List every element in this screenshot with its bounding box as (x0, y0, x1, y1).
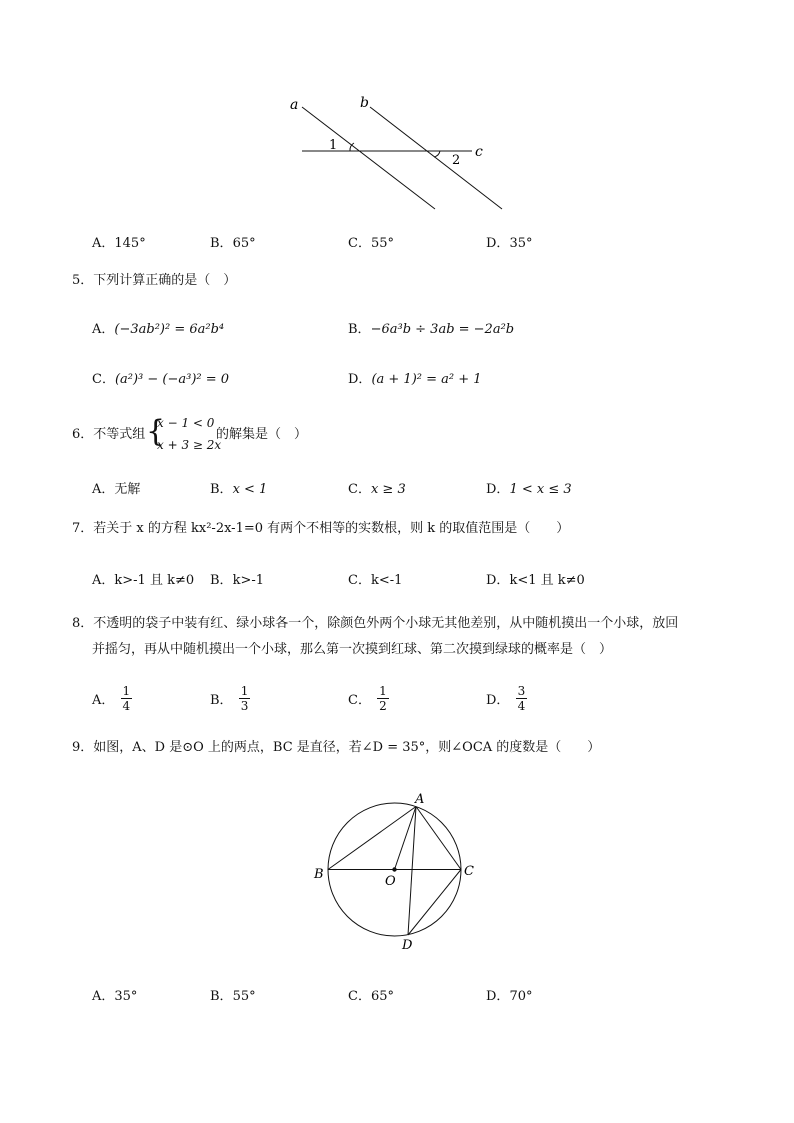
q8-option-c: C． $\frac{1}{2}$ (348, 684, 387, 713)
q9-option-d: D．70° (486, 989, 533, 1004)
segment-dc (408, 870, 461, 936)
center-point (392, 867, 396, 871)
q5-option-a: A．(−3ab²)² = 6a²b⁴ (92, 322, 225, 337)
q6-inequality-2: x + 3 ≥ 2x (157, 438, 222, 452)
label-a: A (415, 792, 425, 807)
q6-option-c: C．x ≥ 3 (348, 482, 406, 497)
q7-option-d: D．k<1 且 k≠0 (486, 573, 585, 588)
fraction: $\frac{3}{4}$ (517, 684, 526, 713)
label-b: B (314, 867, 324, 882)
segment-ab (328, 807, 416, 870)
label-o: O (385, 874, 396, 889)
label-angle-2: 2 (452, 153, 461, 168)
q9-stem: 9．如图，A、D 是⊙O 上的两点，BC 是直径，若∠D = 35°，则∠OCA 的度数是（ ） (72, 740, 601, 755)
q5-option-c: C．(a²)³ − (−a³)² = 0 (92, 372, 230, 387)
line-a (302, 107, 435, 209)
label-c: C (464, 864, 474, 879)
q7-option-c: C．k<-1 (348, 573, 403, 588)
q5-stem: 5．下列计算正确的是（ ） (72, 273, 237, 288)
q6-stem-prefix: 6．不等式组 (72, 427, 146, 442)
q9-option-a: A．35° (92, 989, 138, 1004)
q8-option-d: D． $\frac{3}{4}$ (486, 684, 526, 713)
q4-option-d: D．35° (486, 236, 533, 251)
fraction: $\frac{1}{4}$ (122, 684, 131, 713)
q8-stem-line-1: 8．不透明的袋子中装有红、绿小球各一个，除颜色外两个小球无其他差别，从中随机摸出一个小球，放回 (72, 616, 679, 631)
fraction: $\frac{1}{3}$ (240, 684, 249, 713)
q8-stem-line-2: 并摇匀，再从中随机摸出一个小球，那么第一次摸到红球、第二次摸到绿球的概率是（ ） (92, 642, 613, 657)
q4-option-c: C．55° (348, 236, 394, 251)
label-a: a (290, 97, 299, 113)
q7-stem: 7．若关于 x 的方程 kx²-2x-1=0 有两个不相等的实数根，则 k 的取值范围是（ ） (72, 521, 570, 536)
q6-stem-suffix: 的解集是（ ） (216, 427, 308, 442)
q6-inequality-1: x − 1 < 0 (157, 416, 215, 430)
q6-option-b: B．x < 1 (210, 482, 268, 497)
label-b: b (360, 95, 369, 111)
label-d: D (402, 938, 413, 953)
q7-option-b: B．k>-1 (210, 573, 264, 588)
q7-option-a: A．k>-1 且 k≠0 (92, 573, 195, 588)
q5-option-b: B．−6a³b ÷ 3ab = −2a²b (348, 322, 515, 337)
label-c: c (475, 144, 483, 160)
segment-ac (416, 807, 461, 870)
parallel-lines-figure (280, 90, 520, 220)
q4-option-b: B．65° (210, 236, 256, 251)
circle-figure (300, 780, 490, 960)
q8-option-a: A． $\frac{1}{4}$ (92, 684, 131, 713)
q6-option-a: A．无解 (92, 482, 141, 497)
q4-option-a: A．145° (92, 236, 146, 251)
q6-brace: { (146, 414, 166, 449)
q9-option-c: C．65° (348, 989, 394, 1004)
q8-option-b: B． $\frac{1}{3}$ (210, 684, 249, 713)
q6-option-d: D．1 < x ≤ 3 (486, 482, 572, 497)
label-angle-1: 1 (329, 138, 338, 153)
q5-option-d: D．(a + 1)² = a² + 1 (348, 372, 482, 387)
q9-option-b: B．55° (210, 989, 256, 1004)
fraction: $\frac{1}{2}$ (379, 684, 387, 713)
angle-2-arc (434, 151, 440, 157)
